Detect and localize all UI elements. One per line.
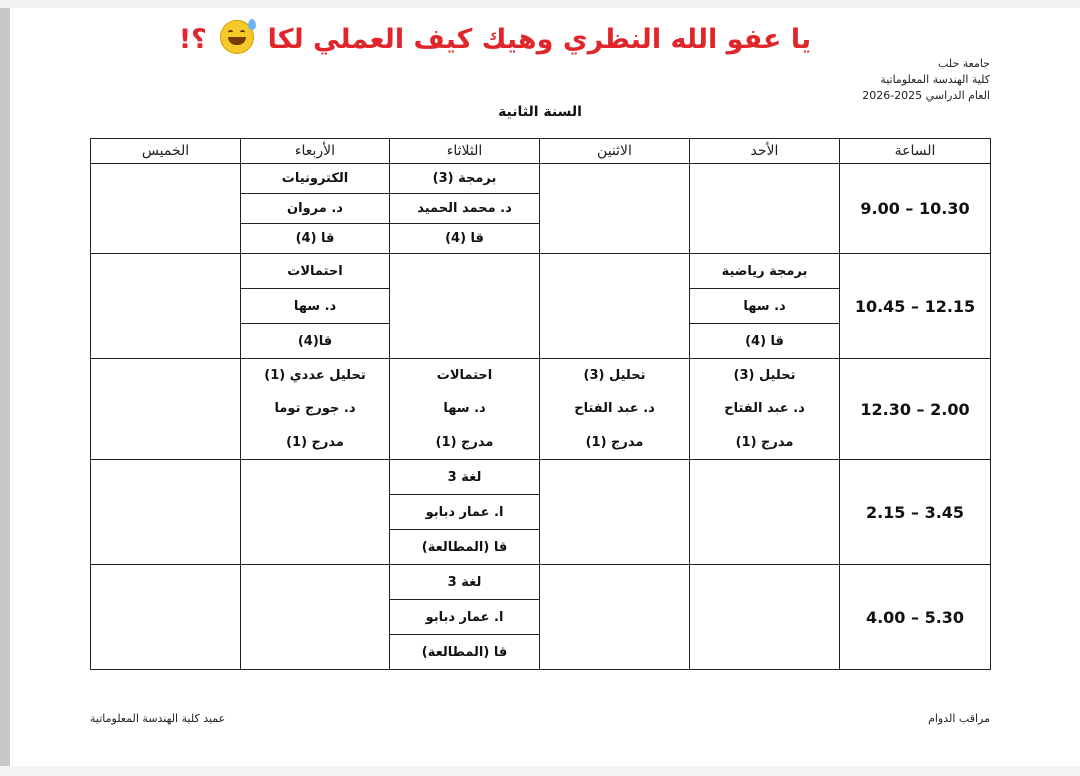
schedule-table (90, 138, 991, 670)
course-name: احتمالات (436, 368, 493, 384)
schedule-row (91, 254, 991, 359)
column-header-time: الساعة (840, 139, 991, 164)
university-name: جامعة حلب (938, 57, 990, 70)
schedule-cell-sunday (690, 460, 840, 565)
schedule-cell-tuesday (390, 164, 540, 254)
course-name: تحليل (3) (733, 368, 796, 384)
room-name: قا (المطالعة) (421, 644, 508, 660)
schedule-cell-thursday (91, 164, 241, 254)
course-name: لغة 3 (390, 460, 539, 495)
column-header-wednesday: الأربعاء (241, 139, 390, 164)
instructor-name: د. عبد الفتاح (724, 401, 805, 417)
page-title: السنة الثانية (498, 104, 582, 120)
schedule-cell-monday (540, 254, 690, 359)
caption-text: يا عفو الله النظري وهيك كيف العملي لكا (267, 24, 812, 55)
room-name: قا (4) (445, 231, 484, 246)
room-name: قا (4) (745, 333, 784, 349)
instructor-name: ا. عمار دبابو (390, 495, 539, 530)
bottom-edge (0, 766, 1080, 776)
room-name: مدرج (1) (435, 434, 494, 450)
schedule-cell-wednesday (241, 460, 390, 565)
left-edge (0, 8, 10, 776)
room-name: مدرج (1) (286, 434, 344, 450)
schedule-cell-wednesday (241, 565, 390, 670)
grinning-sweat-emoji-icon (220, 20, 254, 54)
instructor-name: د. محمد الحميد (390, 194, 539, 224)
time-slot: 12.30 – 2.00 (840, 359, 991, 460)
course-name: احتمالات (241, 254, 389, 289)
dean-signature-label: عميد كلية الهندسة المعلوماتية (90, 712, 226, 725)
room-name: قا (4) (295, 231, 335, 246)
attendance-supervisor-label: مراقب الدوام (928, 712, 990, 725)
course-name: تحليل عددي (1) (264, 368, 366, 384)
room-name: مدرج (1) (735, 434, 794, 450)
schedule-cell-wednesday (241, 254, 390, 359)
schedule-cell-tuesday (390, 254, 540, 359)
time-slot: 10.45 – 12.15 (840, 254, 991, 359)
schedule-cell-sunday (690, 359, 840, 460)
schedule-cell-monday (540, 164, 690, 254)
schedule-cell-thursday (91, 254, 241, 359)
column-header-monday: الاثنين (540, 139, 690, 164)
instructor-name: ا. عمار دبابو (390, 600, 539, 635)
instructor-name: د. سها (443, 401, 486, 417)
room-name: قا(4) (297, 333, 333, 349)
column-header-thursday: الخميس (91, 139, 241, 164)
course-name: برمجة رياضية (690, 254, 839, 289)
schedule-row (91, 460, 991, 565)
schedule-cell-tuesday (390, 460, 540, 565)
schedule-cell-tuesday (390, 359, 540, 460)
schedule-cell-thursday (91, 460, 241, 565)
schedule-cell-monday (540, 460, 690, 565)
schedule-row (91, 359, 991, 460)
column-header-sunday: الأحد (690, 139, 840, 164)
time-slot: 2.15 – 3.45 (840, 460, 991, 565)
schedule-cell-sunday (690, 565, 840, 670)
academic-year: العام الدراسي 2025-2026 (862, 89, 990, 102)
instructor-name: د. مروان (241, 194, 389, 224)
course-name: الكترونيات (241, 164, 389, 194)
schedule-cell-tuesday (390, 565, 540, 670)
time-slot: 4.00 – 5.30 (840, 565, 991, 670)
instructor-name: د. سها (690, 289, 839, 324)
instructor-name: د. جورج توما (274, 401, 356, 417)
faculty-name: كلية الهندسة المعلوماتية (880, 73, 990, 86)
table-header-row (91, 139, 991, 164)
top-edge (0, 0, 1080, 8)
schedule-row (91, 164, 991, 254)
time-slot: 9.00 – 10.30 (840, 164, 991, 254)
room-name: مدرج (1) (585, 434, 644, 450)
caption-tail: ؟! (178, 24, 207, 55)
schedule-cell-wednesday (241, 359, 390, 460)
schedule-cell-wednesday (241, 164, 390, 254)
instructor-name: د. عبد الفتاح (574, 401, 655, 417)
schedule-row (91, 565, 991, 670)
document-header (790, 56, 990, 104)
meme-caption (150, 20, 840, 60)
course-name: برمجة (3) (390, 164, 539, 194)
schedule-cell-monday (540, 359, 690, 460)
room-name: قا (المطالعة) (421, 539, 508, 555)
course-name: تحليل (3) (583, 368, 646, 384)
column-header-tuesday: الثلاثاء (390, 139, 540, 164)
schedule-cell-sunday (690, 254, 840, 359)
schedule-cell-thursday (91, 565, 241, 670)
schedule-cell-thursday (91, 359, 241, 460)
schedule-cell-sunday (690, 164, 840, 254)
schedule-cell-monday (540, 565, 690, 670)
course-name: لغة 3 (390, 565, 539, 600)
instructor-name: د. سها (241, 289, 389, 324)
